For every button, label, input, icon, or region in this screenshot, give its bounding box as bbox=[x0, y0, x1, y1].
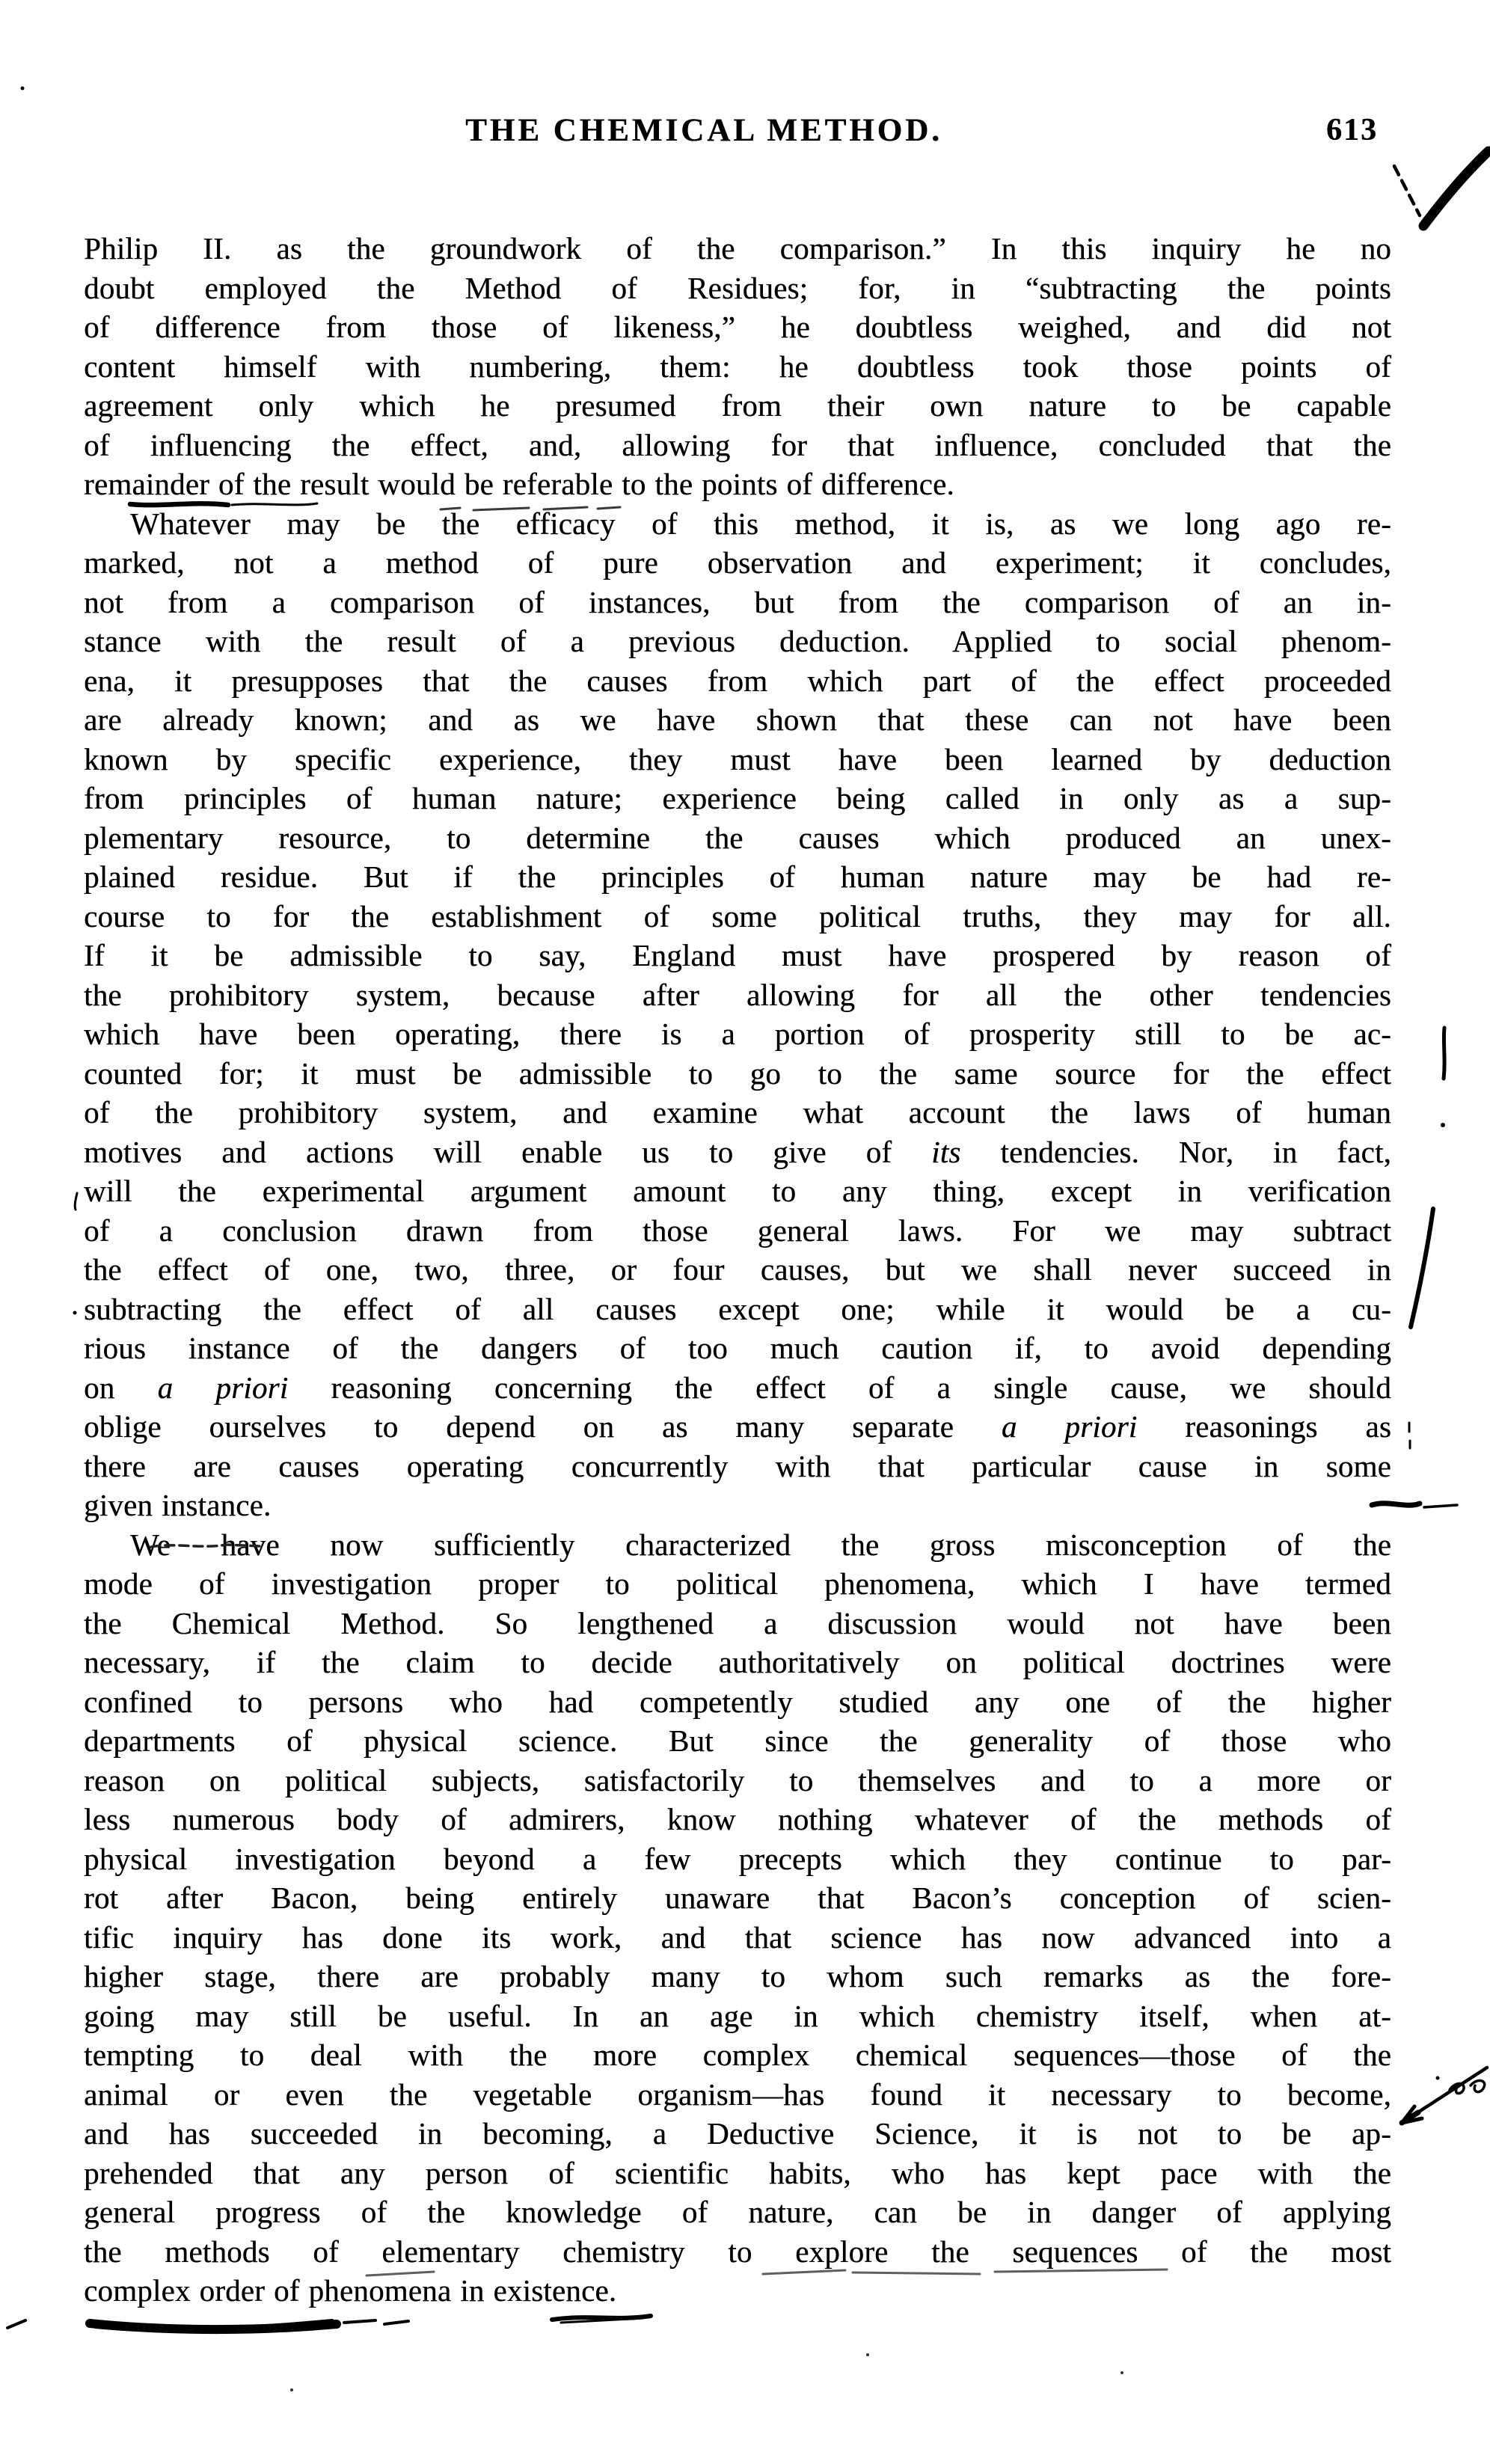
text-line: plementary resource, to determine the causes which produced an unex- bbox=[84, 820, 1391, 855]
text-line: tific inquiry has done its work, and that science has now advanced into a bbox=[84, 1919, 1391, 1955]
page-number: 613 bbox=[1326, 113, 1378, 147]
text-line: not from a comparison of instances, but from the comparison of an in- bbox=[84, 584, 1391, 619]
text-line: and has succeeded in becoming, a Deductive Science, it is not to be ap- bbox=[84, 2116, 1391, 2151]
text-line: If it be admissible to say, England must have prospered by reason of bbox=[84, 938, 1391, 972]
page-header bbox=[84, 112, 1391, 154]
text-line: prehended that any person of scientific habits, who has kept pace with the bbox=[84, 2155, 1391, 2190]
text-line: agreement only which he presumed from their own nature to be capable bbox=[84, 388, 1391, 423]
page-body bbox=[84, 229, 1391, 2311]
text-line: ena, it presupposes that the causes from which part of the effect proceeded bbox=[84, 663, 1391, 698]
text-line: of the prohibitory system, and examine what account the laws of human bbox=[84, 1095, 1391, 1130]
text-line: remainder of the result would be referable to the points of difference. bbox=[84, 467, 954, 501]
text-line: the Chemical Method. So lengthened a discussion would not have been bbox=[84, 1605, 1391, 1640]
ink-speck-margin-apostrophe bbox=[70, 1189, 82, 1213]
text-line: general progress of the knowledge of nature, can be in danger of applying bbox=[84, 2195, 1391, 2229]
text-line: given instance. bbox=[84, 1488, 272, 1522]
text-line: rious instance of the dangers of too much caution if, to avoid depending bbox=[84, 1331, 1391, 1365]
text-line: the effect of one, two, three, or four causes, but we shall never succeed in bbox=[84, 1252, 1391, 1287]
text-line: there are causes operating concurrently with that particular cause in some bbox=[84, 1448, 1391, 1483]
text-line: doubt employed the Method of Residues; for, in “subtracting the points bbox=[84, 270, 1391, 305]
text-line: of influencing the effect, and, allowing for that influence, concluded that the bbox=[84, 427, 1391, 462]
text-line: Philip II. as the groundwork of the comparison.” In this inquiry he no bbox=[84, 231, 1391, 266]
text-line: motives and actions will enable us to give of its tendencies. Nor, in fact, bbox=[84, 1134, 1391, 1169]
text-line: reason on political subjects, satisfactorily to themselves and to a more or bbox=[84, 1762, 1391, 1798]
text-line: content himself with numbering, them: he doubtless took those points of bbox=[84, 349, 1391, 384]
paragraph bbox=[84, 1525, 1391, 2311]
text-line: confined to persons who had competently studied any one of the higher bbox=[84, 1684, 1391, 1719]
text-line: stance with the result of a previous deduction. Applied to social phenom- bbox=[84, 624, 1391, 658]
text-line: animal or even the vegetable organism—has found it necessary to become, bbox=[84, 2077, 1391, 2112]
pen-margin-tick bbox=[1438, 1023, 1453, 1136]
text-line: are already known; and as we have shown that these can not have been bbox=[84, 702, 1391, 737]
text-line: known by specific experience, they must have been learned by deduction bbox=[84, 741, 1391, 776]
text-line: rot after Bacon, being entirely unaware that Bacon’s conception of scien- bbox=[84, 1881, 1391, 1915]
pen-margin-dots bbox=[1405, 1418, 1415, 1463]
text-line: higher stage, there are probably many to whom such remarks as the fore- bbox=[84, 1959, 1391, 1993]
text-line: departments of physical science. But since the generality of those who bbox=[84, 1723, 1391, 1758]
page-title: THE CHEMICAL METHOD. bbox=[465, 113, 942, 148]
text-line: Whatever may be the efficacy of this method, it is, as we long ago re- bbox=[130, 506, 1391, 541]
pen-arrow-scribble bbox=[1375, 2051, 1490, 2139]
text-line: mode of investigation proper to political phenomena, which I have termed bbox=[84, 1566, 1391, 1601]
text-line: physical investigation beyond a few precepts which they continue to par- bbox=[84, 1841, 1391, 1876]
pen-check-mark bbox=[1384, 142, 1490, 238]
paragraph bbox=[84, 229, 1391, 504]
text-line: less numerous body of admirers, know nothing whatever of the methods of bbox=[84, 1802, 1391, 1836]
text-line: course to for the establishment of some political truths, they may for all. bbox=[84, 898, 1391, 934]
text-line: which have been operating, there is a portion of prosperity still to be ac- bbox=[84, 1017, 1391, 1051]
text-line: going may still be useful. In an age in which chemistry itself, when at- bbox=[84, 1998, 1391, 2033]
text-line: will the experimental argument amount to any thing, except in verification bbox=[84, 1174, 1391, 1208]
text-line: tempting to deal with the more complex chemical sequences—those of the bbox=[84, 2038, 1391, 2072]
paragraph bbox=[84, 504, 1391, 1525]
text-line: We have now sufficiently characterized the gross misconception of the bbox=[130, 1527, 1391, 1562]
pen-margin-slash bbox=[1405, 1204, 1438, 1333]
text-line: oblige ourselves to depend on as many separate a priori reasonings as bbox=[84, 1409, 1391, 1444]
text-line: counted for; it must be admissible to go to the same source for the effect bbox=[84, 1055, 1391, 1091]
text-line: subtracting the effect of all causes except one; while it would be a cu- bbox=[84, 1291, 1391, 1326]
text-line: necessary, if the claim to decide authoritatively on political doctrines were bbox=[84, 1645, 1391, 1679]
ink-tick-bottom-left bbox=[3, 2316, 33, 2332]
text-line: complex order of phenomena in existence. bbox=[84, 2273, 617, 2308]
text-line: plained residue. But if the principles of human nature may be had re- bbox=[84, 859, 1391, 894]
text-line: of a conclusion drawn from those general laws. For we may subtract bbox=[84, 1213, 1391, 1248]
text-line: on a priori reasoning concerning the effect of a single cause, we should bbox=[84, 1370, 1391, 1405]
text-line: the methods of elementary chemistry to explore the sequences of the most bbox=[84, 2234, 1391, 2269]
text-line: the prohibitory system, because after allowing for all the other tendencies bbox=[84, 977, 1391, 1012]
text-line: marked, not a method of pure observation and experiment; it concludes, bbox=[84, 545, 1391, 580]
text-line: from principles of human nature; experience being called in only as a sup- bbox=[84, 781, 1391, 815]
text-line: of difference from those of likeness,” he doubtless weighed, and did not bbox=[84, 310, 1391, 344]
